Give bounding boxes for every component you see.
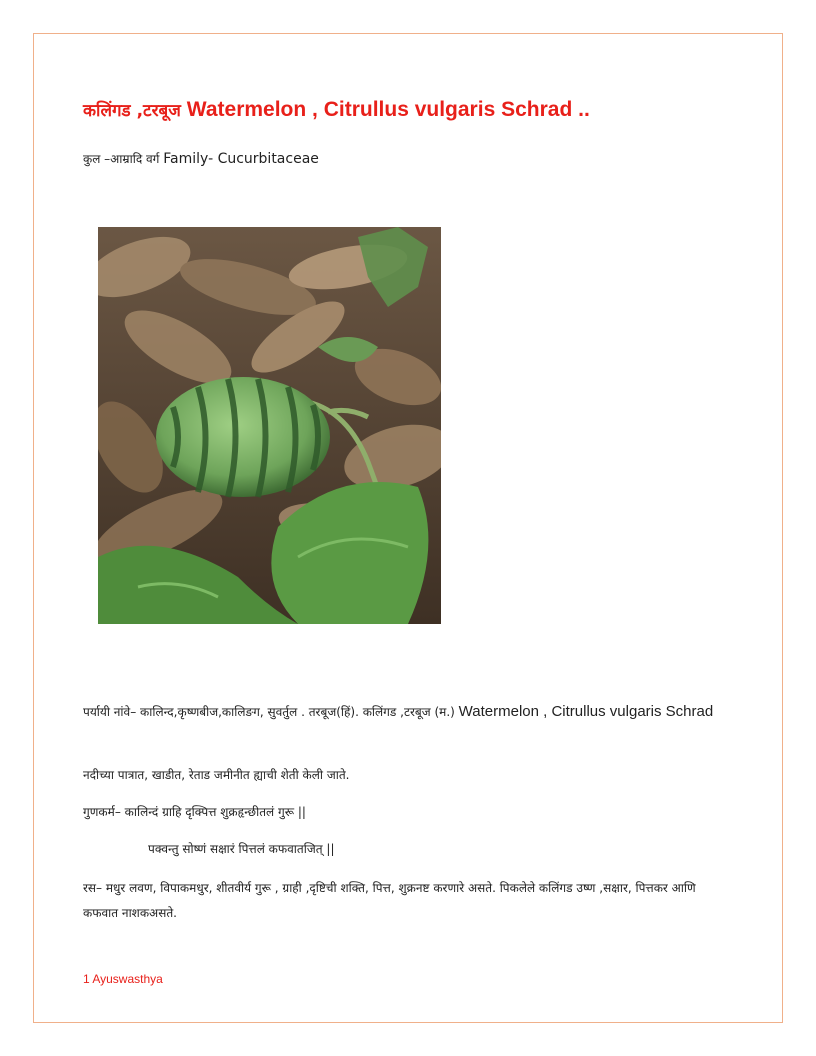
synonyms-latin: Watermelon , Citrullus vulgaris Schrad	[458, 703, 714, 720]
cultivation-paragraph: नदीच्या पात्रात, खाडीत, रेताड जमीनीत ह्याची शेती केली जाते.	[83, 768, 350, 782]
gunakarma-line-1: गुणकर्म– कालिन्दं ग्राहि दृक्पित्त शुक्रहृन्छीतलं गुरू ||	[83, 805, 306, 819]
page-footer: 1 Ayuswasthya	[83, 972, 163, 986]
family-latin: Family- Cucurbitaceae	[163, 151, 319, 167]
gunakarma-line-2: पक्वन्तु सोष्णं सक्षारं पित्तलं कफवातजित् ||	[148, 842, 335, 856]
family-line	[83, 150, 319, 167]
synonyms-paragraph	[83, 699, 723, 725]
title-tail: .	[583, 98, 590, 121]
watermelon-photo	[98, 227, 441, 624]
title-devanagari: कलिंगड ,टरबूज	[83, 101, 187, 121]
title-latin: Watermelon , Citrullus vulgaris Schrad .	[186, 98, 584, 121]
family-devanagari: कुल –आम्रादि वर्ग	[83, 152, 164, 166]
page-title	[83, 98, 590, 122]
synonyms-devanagari: पर्यायी नांवे– कालिन्द,कृष्णबीज,कालिङग, सुवर्तुल . तरबूज(हिं). कलिंगड ,टरबूज (म.)	[83, 705, 459, 719]
rasa-paragraph: रस– मधुर लवण, विपाकमधुर, शीतवीर्य गुरू , ग्राही ,दृष्टिची शक्ति, पित्त, शुक्रनष्ट करणारे असते. पिकलेले कलिंगड उष्ण ,सक्षार, पित्तकर आणि कफवात नाशकअसते.	[83, 881, 696, 920]
